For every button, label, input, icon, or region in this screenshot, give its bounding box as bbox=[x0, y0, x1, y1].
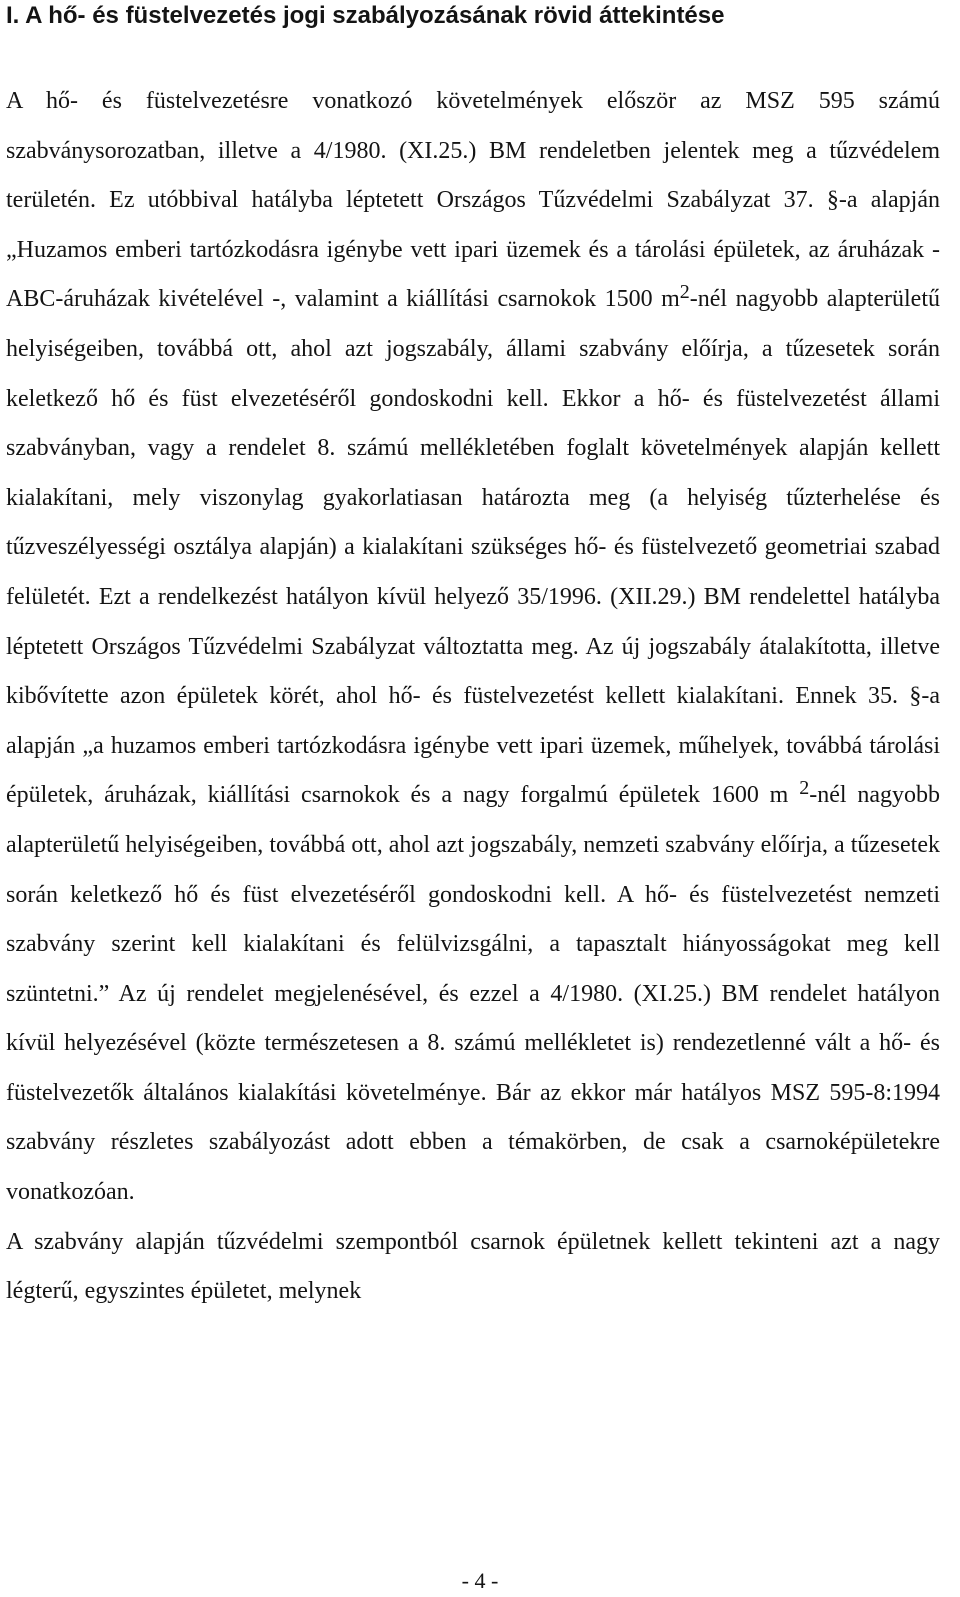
paragraph-1-text-part-1: A hő- és füstelvezetésre vonatkozó követelmények először az MSZ 595 számú szabványsorozatban, illetve a 4/1980. (XI.25.) BM rendeletben jelentek meg a tűzvédelem területén. Ez utóbbival hatályba léptetett Országos Tűzvédelmi Szabályzat 37. §-a alapján „Huzamos emberi tartózkodásra igénybe vett ipari üzemek és a tárolási épületek, az áruházak - ABC-áruházak kivételével -, valamint a kiállítási csarnokok 1500 m bbox=[6, 88, 940, 313]
superscript-square-2: 2 bbox=[799, 777, 810, 800]
section-heading: I. A hő- és füstelvezetés jogi szabályozásának rövid áttekintése bbox=[6, 2, 725, 29]
superscript-square-1: 2 bbox=[679, 281, 690, 304]
paragraph-1-text-part-3: -nél nagyobb alapterületű helyiségeiben, továbbá ott, ahol azt jogszabály, nemzeti szabvány előírja, a tűzesetek során keletkező hő és füst elvezetéséről gondoskodni kell. A hő- és füstelvezetést nemzeti szabvány szerint kell kialakítani és felülvizsgálni, a tapasztalt hiányosságokat meg kell szüntetni.” Az új rendelet megjelenésével, és ezzel a 4/1980. (XI.25.) BM rendelet hatályon kívül helyezésével (közte természetesen a 8. számú mellékletet is) rendezetlenné vált a hő- és füstelvezetők általános kialakítási követelménye. Bár az ekkor már hatályos MSZ 595-8:1994 szabvány részletes szabályozást adott ebben a témakörben, de csak a csarnoképületekre vonatkozóan. bbox=[6, 782, 941, 1206]
page-number: - 4 - bbox=[461, 1568, 499, 1593]
document-page bbox=[6, 0, 940, 1317]
body-paragraph-2: A szabvány alapján tűzvédelmi szempontból csarnok épületnek kellett tekinteni azt a nagy légterű, egyszintes épületet, melynek bbox=[6, 1228, 940, 1305]
body-paragraph-1 bbox=[6, 77, 940, 1218]
paragraph-1-text-part-2: -nél nagyobb alapterületű helyiségeiben, továbbá ott, ahol azt jogszabály, állami szabvány előírja, a tűzesetek során keletkező hő és füst elvezetéséről gondoskodni kell. Ekkor a hő- és füstelvezetést állami szabványban, vagy a rendelet 8. számú mellékletében foglalt követelmények alapján kellett kialakítani, mely viszonylag gyakorlatiasan határozta meg (a helyiség tűzterhelése és tűzveszélyességi osztálya alapján) a kialakítani szükséges hő- és füstelvezető geometriai szabad felületét. Ezt a rendelkezést hatályon kívül helyező 35/1996. (XII.29.) BM rendelettel hatályba léptetett Országos Tűzvédelmi Szabályzat változtatta meg. Az új jogszabály átalakította, illetve kibővítette azon épületek körét, ahol hő- és füstelvezetést kellett kialakítani. Ennek 35. §-a alapján „a huzamos emberi tartózkodásra igénybe vett ipari üzemek, műhelyek, továbbá tárolási épületek, áruházak, kiállítási csarnokok és a nagy forgalmú épületek 1600 m bbox=[6, 286, 940, 809]
